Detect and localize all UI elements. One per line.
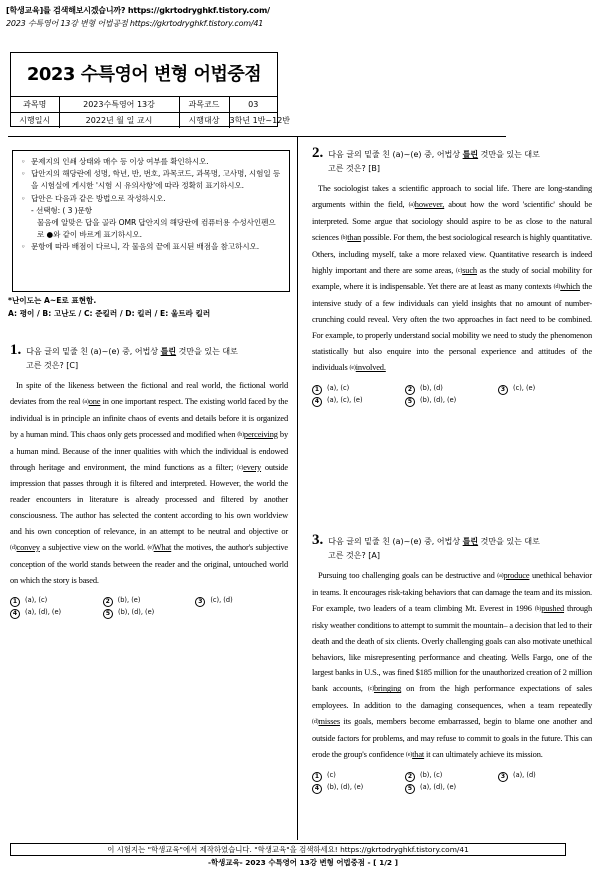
answer-choices [312, 383, 592, 407]
question-number: 2. [312, 145, 324, 161]
passage-text [10, 378, 288, 589]
answer-choice[interactable] [312, 395, 405, 407]
passage-segment: the intensive study of a few individuals can yield insights that no amount of number-crunching could reveal. Very often the two approaches in fact need to be combined. For example, to properly understand social mobility we need to study the phenomenon statistically but also enquire into the personal experience and attitudes of the individuals [312, 282, 592, 372]
choice-number-icon: 1 [10, 597, 20, 607]
bullet-icon: ◦ [21, 169, 26, 179]
choice-text: (a), (d) [513, 770, 536, 779]
notice-text: 답안지의 해당란에 성명, 학년, 반, 번호, 과목코드, 과목명, 고사명, 시험일 등을 시험실에 게시한 '시험 시 유의사항'에 따라 정확히 표기하시오. [31, 169, 281, 191]
bullet-icon: ◦ [21, 242, 26, 252]
page-footer: -학생교육- 2023 수특영어 13강 변형 어법중점 - [ 1/2 ] [207, 858, 399, 867]
exam-title-box [10, 52, 291, 127]
underline-marker: (b) [534, 605, 542, 612]
header-line-2: 2023 수특영어 13강 변형 어법공점 https://gkrtodryghkf.tistory.com/41 [6, 19, 264, 28]
column-divider [297, 137, 298, 840]
passage-segment: the motives, the author's subjective conception of the world stands between the reader and the original, untouched world on which the story is based. [10, 543, 288, 585]
underline-marker: (e) [147, 545, 154, 552]
choice-number-icon: 5 [103, 609, 113, 619]
passage-segment: as the study of social mobility for example, where it is indispensable. Yet there are at least as many contexts [312, 265, 592, 292]
notice-item [21, 193, 281, 205]
underline-marker: (a) [497, 573, 504, 579]
underline-marker: (d) [10, 545, 17, 552]
choice-text: (a), (d), (e) [25, 607, 62, 616]
underlined-phrase: which [560, 282, 580, 292]
choice-number-icon: 2 [405, 772, 415, 782]
answer-choice[interactable] [498, 383, 591, 395]
passage-segment: its goals, members become embarrassed, begin to blame one another and outside factors for problems, and may refuse to commit to goals in the future. This can erode the group's confidence [312, 717, 592, 759]
choice-number-icon: 5 [405, 784, 415, 794]
passage-segment: possible. For them, the best sociological research is highly quantitative. Others, including myself, take a more relaxed view. Quantitative research is indeed highly important and there are some areas, [312, 232, 592, 275]
notice-text: 문항에 따라 배점이 다르니, 각 물음의 끝에 표시된 배점을 참고하시오. [31, 242, 260, 252]
underline-marker: (b) [237, 431, 244, 438]
choice-row [10, 595, 288, 607]
answer-choice[interactable] [312, 770, 405, 782]
question-number: 1. [10, 342, 22, 358]
underlined-phrase: What [153, 543, 172, 553]
question-prompt [312, 533, 592, 563]
passage-segment: outside impression that passes through it is filtered and interpreted. However, the world the reader encounters in literature is already processed and filtered by another consciousness. The author has selected the content according to his own worldview and his own conception of relevance, in an attempt to be neutral and objective or [10, 462, 288, 537]
choice-text: (a), (d), (e) [420, 782, 457, 791]
choice-row [312, 770, 592, 782]
exam-title: 2023 수특영어 변형 어법중점 [11, 53, 277, 97]
info-value: 3학년 1반~12반 [229, 113, 277, 129]
underline-marker: (b) [340, 234, 348, 241]
underline-marker: (c) [236, 464, 244, 471]
notice-box [12, 150, 290, 292]
answer-choice[interactable] [312, 782, 405, 794]
prompt-text: 다음 글의 밑줄 친 (a)~(e) 중, 어법상 [328, 150, 463, 159]
underlined-phrase: misses [318, 717, 340, 727]
notice-sub-label: - 선택형: ( 3 )문항 [31, 205, 92, 215]
answer-choices [312, 770, 592, 794]
notice-item [21, 168, 281, 192]
exam-info-table [11, 97, 291, 128]
prompt-text: 것만을 있는 대로 [176, 347, 238, 356]
choice-row [312, 395, 592, 407]
choice-text: (c), (d) [210, 595, 233, 604]
choice-number-icon: 5 [405, 397, 415, 407]
underline-marker: (d) [553, 284, 561, 291]
info-value: 03 [248, 100, 259, 109]
underline-marker: (c) [455, 267, 463, 274]
notice-item [21, 241, 281, 253]
choice-number-icon: 1 [312, 772, 322, 782]
choice-text: (b), (d), (e) [327, 782, 364, 791]
choice-text: (c), (e) [513, 383, 536, 392]
choice-row [10, 607, 288, 619]
prompt-text: 것만을 있는 대로 [478, 537, 540, 546]
underlined-phrase: that [412, 749, 425, 759]
exam-info-row [11, 97, 277, 113]
footer-notice-box: 이 시험지는 "학생교육"에서 제작하였습니다. "학생교육"을 검색하세요! https://gkrtodryghkf.tistory.com/41 [10, 843, 566, 856]
question-prompt [10, 343, 288, 373]
underline-marker: (e) [405, 751, 413, 758]
answer-choice[interactable] [498, 770, 591, 782]
underline-marker: (d) [312, 719, 319, 726]
prompt-line-2: 고른 것은? [C] [26, 361, 79, 370]
passage-segment: Pursuing too challenging goals can be destructive and [318, 571, 498, 580]
choice-number-icon: 2 [405, 385, 415, 395]
answer-choice[interactable] [10, 595, 103, 607]
choice-text: (a), (c) [25, 595, 48, 604]
underline-marker: (e) [349, 364, 356, 371]
question-number: 3. [312, 532, 324, 548]
header-line-1: [학생교육]를 검색해보시겠습니까? https://gkrtodryghkf.tistory.com/ [6, 6, 270, 15]
passage-segment: on from the high performance expectations of sales employees. In addition to the damaging consequences, when a team repeatedly [312, 684, 592, 711]
answer-choice[interactable] [405, 383, 498, 395]
choice-text: (b), (d), (e) [420, 395, 457, 404]
choice-number-icon: 3 [498, 385, 508, 395]
info-label: 과목명 [11, 97, 59, 113]
question-prompt [312, 146, 592, 176]
passage-segment: about how the word 'scientific' should be interpreted. Some argue that sociology should aspire to be as close to the natural sciences [312, 199, 592, 242]
underlined-phrase: every [243, 462, 262, 472]
question-2 [312, 146, 592, 407]
choice-number-icon: 4 [312, 397, 322, 407]
answer-choice[interactable] [405, 395, 498, 407]
answer-choice[interactable] [103, 595, 196, 607]
underlined-phrase: convey [16, 543, 40, 553]
difficulty-scale: A: 평이 / B: 고난도 / C: 준킬러 / D: 킬러 / E: 울트라 킬러 [8, 309, 211, 318]
info-label: 시행대상 [179, 113, 229, 129]
notice-sub-text: 물음에 알맞은 답을 골라 OMR 답안지의 해당란에 컴퓨터용 수성사인펜으로 ●와 같이 바르게 표기하시오. [37, 218, 276, 240]
underline-marker: (c) [367, 686, 374, 693]
choice-row [312, 782, 592, 794]
prompt-line-2: 고른 것은? [B] [328, 164, 380, 173]
underlined-phrase: however, [414, 199, 445, 209]
question-1 [10, 343, 288, 619]
prompt-emphasis: 틀린 [160, 347, 177, 356]
difficulty-note: *난이도는 A~E로 표현함. [8, 296, 97, 305]
answer-choice[interactable] [312, 383, 405, 395]
underlined-phrase: than [347, 232, 362, 242]
answer-choice[interactable] [405, 782, 498, 794]
underlined-phrase: perceiving [243, 429, 278, 439]
choice-text: (b), (d) [420, 383, 443, 392]
passage-text [312, 181, 592, 377]
passage-segment: in one important respect. The existing world faced by the individual is in principle an infinite chaos of events and details before it is organized by a human mind. This chaos only gets processed and modified when [10, 396, 288, 439]
prompt-emphasis: 틀린 [462, 537, 479, 546]
notice-text: 문제지의 인쇄 상태와 매수 등 이상 여부를 확인하시오. [31, 157, 209, 166]
top-divider [8, 136, 506, 137]
passage-segment: it can ultimately achieve its mission. [424, 749, 543, 759]
underlined-phrase: involved. [355, 362, 386, 372]
choice-number-icon: 4 [10, 609, 20, 619]
info-label: 시행일시 [11, 113, 59, 129]
underlined-phrase: bringing [373, 684, 402, 694]
info-value: 2023수특영어 13강 [59, 97, 179, 113]
choice-text: (a), (c) [327, 383, 350, 392]
choice-number-icon: 3 [498, 772, 508, 782]
prompt-text: 것만을 있는 대로 [478, 150, 540, 159]
passage-segment: The sociologist takes a scientific approach to social life. There are long-standing arguments within the field, [312, 184, 592, 209]
passage-segment: unethical behavior in teams. It encourages risk-taking behaviors that can damage the team and its mission. For example, two leaders of a team climbing Mt. Everest in 1996 [312, 571, 592, 613]
choice-number-icon: 1 [312, 385, 322, 395]
notice-item [21, 156, 281, 168]
underlined-phrase: such [462, 265, 477, 275]
passage-segment: In spite of the likeness between the fictional and real world, the fictional world deviates from the real [10, 381, 288, 406]
prompt-text: 다음 글의 밑줄 친 (a)~(e) 중, 어법상 [328, 537, 463, 546]
choice-text: (a), (c), (e) [327, 395, 363, 404]
prompt-text: 다음 글의 밑줄 친 (a)~(e) 중, 어법상 [26, 347, 161, 356]
answer-choice[interactable] [195, 595, 288, 607]
bullet-icon: ◦ [21, 157, 26, 166]
underlined-phrase: one [88, 396, 101, 406]
choice-number-icon: 2 [103, 597, 113, 607]
question-3 [312, 533, 592, 794]
choice-text: (b), (e) [117, 595, 141, 604]
underline-marker: (a) [408, 201, 415, 208]
passage-segment: by a human mind. Because of the inner qualities with which the individual is endowed through heritage and environment, the mind functions as a filter; [10, 429, 288, 472]
answer-choice[interactable] [10, 607, 103, 619]
answer-choice[interactable] [103, 607, 196, 619]
underlined-phrase: pushed [541, 603, 565, 613]
underlined-phrase: produce [503, 571, 530, 580]
passage-text [312, 568, 592, 764]
choice-text: (c) [327, 770, 336, 779]
info-label: 과목코드 [179, 97, 229, 113]
answer-choice[interactable] [405, 770, 498, 782]
choice-number-icon: 4 [312, 784, 322, 794]
exam-info-row [11, 113, 277, 129]
prompt-line-2: 고른 것은? [A] [328, 551, 380, 560]
bullet-icon: ◦ [21, 193, 26, 203]
passage-segment: through risky weather conditions to attempt to summit the mountain– a decision that led to their death and the death of six clients. Overly challenging goals can also motivate unethical behaviors, like misrepresenting performance and cheating. Wells Fargo, one of the largest banks in U.S., was fined $185 million for the unauthorized creation of 2 million bank accounts, [312, 603, 592, 694]
underline-marker: (a) [82, 398, 89, 405]
choice-text: (b), (c) [420, 770, 443, 779]
choice-row [312, 383, 592, 395]
choice-text: (b), (d), (e) [118, 607, 155, 616]
choice-number-icon: 3 [195, 597, 205, 607]
info-value: 2022년 월 일 교시 [59, 113, 179, 129]
notice-text: 답안은 다음과 같은 방법으로 작성하시오. [31, 193, 166, 203]
answer-choices [10, 595, 288, 619]
prompt-emphasis: 틀린 [462, 150, 479, 159]
passage-segment: a subjective view on the world. [39, 543, 148, 553]
